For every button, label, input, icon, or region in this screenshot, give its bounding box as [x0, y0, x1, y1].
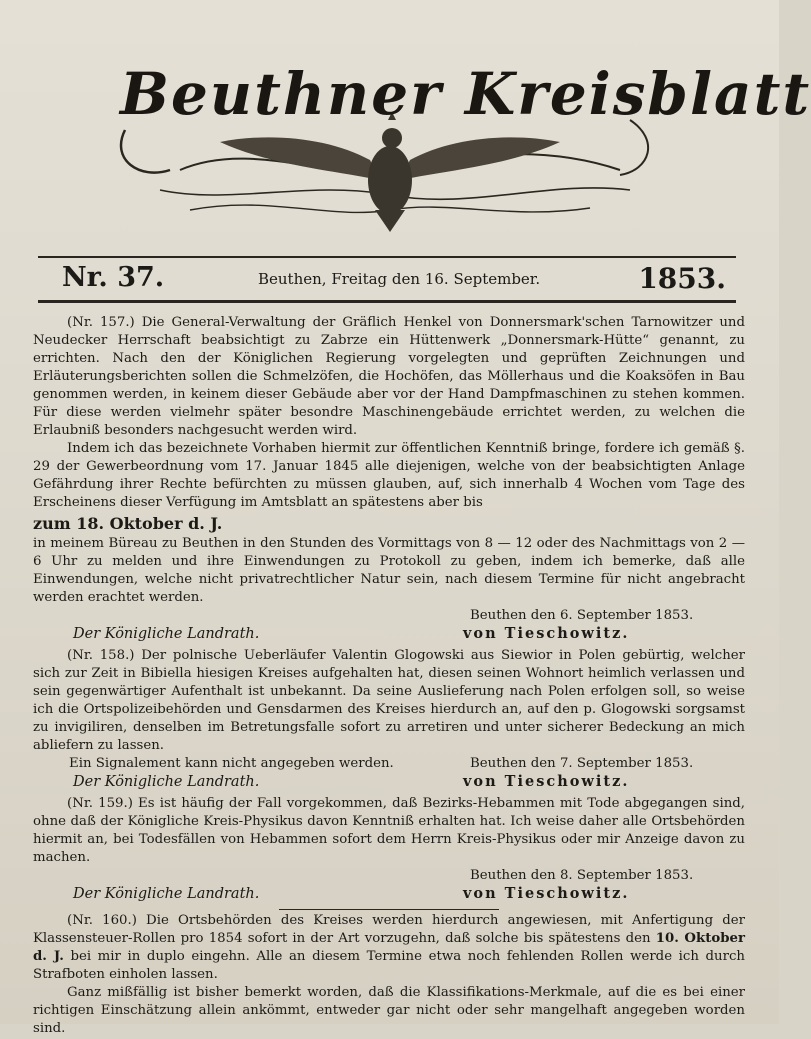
- newspaper-title: Beuthner Kreisblatt: [120, 60, 811, 128]
- notice-159-date: Beuthen den 8. September 1853.: [470, 868, 694, 884]
- article-body: [33, 314, 745, 1039]
- issue-date: Beuthen, Freitag den 16. September.: [258, 270, 541, 288]
- notice-157-deadline: zum 18. Oktober d. J.: [33, 513, 223, 533]
- header-rule-bottom: [38, 300, 736, 303]
- notice-158-date: Beuthen den 7. September 1853.: [470, 755, 694, 771]
- signer-title: Der Königliche Landrath.: [73, 886, 260, 903]
- notice-160-text-a: (Nr. 160.) Die Ortsbehörden des Kreises werden hierdurch angewiesen, mit Anfertigung der Klassensteuer-Rollen pro 1854 sofort in der Art vorzugehn, daß solche bis spätestens den: [33, 913, 745, 947]
- notice-157-signature: [33, 625, 745, 647]
- notice-157-para2: Indem ich das bezeichnete Vorhaben hiermit zur öffentlichen Kenntniß bringe, fordere ich gemäß §. 29 der Gewerbeordnung vom 17. Januar 1845 alle diejenigen, welche von der beabsichtigten Anlage Gefährdung ihrer Rechte befürchten zu müssen glauben, auf, sich innerhalb 4 Wochen vom Tage des Erscheinens dieser Verfügung im Amtsblatt an spätestens aber bis: [33, 441, 745, 511]
- notice-160-text-b: bei mir in duplo eingehn. Alle an diesem Termine etwa noch fehlenden Rollen werde ich durch Strafboten einholen lassen.: [33, 949, 745, 983]
- notice-158-para1: (Nr. 158.) Der polnische Ueberläufer Valentin Glogowski aus Siewior in Polen gebürtig, welcher sich zur Zeit in Bibiella hiesigen Kreises aufgehalten hat, diesen seinen Wohnort heimlich verlassen und sein gegenwärtiger Aufenthalt ist unbekannt. Da seine Auslieferung nach Polen erfolgen soll, so weise ich die Ortspolizeibehörden und Gensdarmen des Kreises hierdurch an, auf den p. Glogowski sorgsamst zu invigiliren, denselben im Betretungsfalle sofort zu arretiren und unter sicherer Bedeckung an mich abliefern zu lassen.: [33, 647, 745, 753]
- signer-name: von Tieschowitz.: [463, 772, 630, 790]
- issue-year: 1853.: [638, 262, 726, 295]
- notice-158-note: Ein Signalement kann nicht angegeben werden.: [69, 755, 394, 771]
- signer-name: von Tieschowitz.: [463, 624, 630, 642]
- notice-160-para1: [33, 912, 745, 984]
- masthead: [30, 20, 811, 255]
- eagle-emblem-icon: [30, 20, 811, 255]
- issue-number: Nr. 37.: [62, 262, 165, 293]
- notice-157-para1: (Nr. 157.) Die General-Verwaltung der Gräflich Henkel von Donnersmark'schen Tarnowitzer und Neudecker Herrschaft beabsichtigt zu Zabrze ein Hüttenwerk „Donnersmark-Hütte“ genannt, zu errichten. Nach den der Königlichen Regierung vorgelegten und geprüften Zeichnungen und Erläuterungsberichten sollen die Schmelzöfen, die Hochöfen, das Möllerhaus und die Koaksöfen in Bau genommen werden, in keinem dieser Gebäude aber vor der Hand Dampfmaschinen zu stehen kommen. Für diese werden vielmehr später besondre Maschinengebäude errichtet werden, zu welchen die Erlaubniß besonders nachgesucht werden wird.: [33, 315, 745, 439]
- notice-159-para1: (Nr. 159.) Es ist häufig der Fall vorgekommen, daß Bezirks-Hebammen mit Tode abgegangen sind, ohne daß der Königliche Kreis-Physikus davon Kenntniß erhalten hat. Ich weise daher alle Ortsbehörden hiermit an, bei Todesfällen von Hebammen sofort dem Herrn Kreis-Physikus oder mir Anzeige davon zu machen.: [33, 795, 745, 866]
- notice-159-date-line: [33, 867, 745, 885]
- header-rule-top: [38, 256, 736, 258]
- notice-160-para2: Ganz mißfällig ist bisher bemerkt worden, daß die Klassifikations-Merkmale, auf die es bei einer richtigen Einschätzung allein ankömmt, entweder gar nicht oder sehr mangelhaft angegeben worden sind.: [33, 985, 745, 1037]
- signer-name: von Tieschowitz.: [463, 885, 630, 903]
- dateline: [38, 262, 738, 298]
- signer-title: Der Königliche Landrath.: [73, 625, 260, 642]
- notice-158-signature: [33, 773, 745, 795]
- notice-160-deadline: 10. Oktober d. J.: [33, 931, 746, 965]
- section-divider: [279, 909, 499, 910]
- notice-157-date: Beuthen den 6. September 1853.: [470, 607, 694, 623]
- notice-157-date-line: [33, 607, 745, 625]
- notice-157-para3: in meinem Büreau zu Beuthen in den Stunden des Vormittags von 8 — 12 oder des Nachmittags von 2 — 6 Uhr zu melden und ihre Einwendungen zu Protokoll zu geben, indem ich bemerke, daß alle Einwendungen, welche nicht privatrechtlicher Natur sein, nach diesem Termine für nicht angebracht werden erachtet werden.: [33, 535, 745, 605]
- notice-159-signature: [33, 885, 745, 907]
- signer-title: Der Königliche Landrath.: [73, 773, 260, 790]
- notice-158-note-line: [33, 755, 745, 773]
